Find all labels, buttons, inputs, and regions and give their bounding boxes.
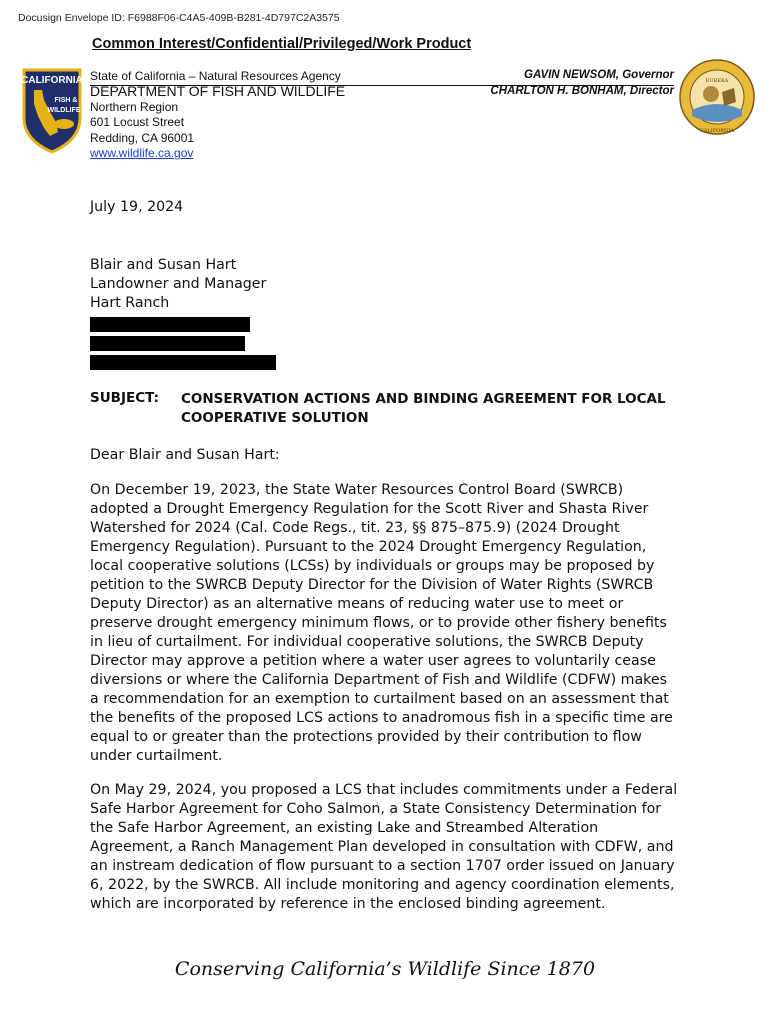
website-link[interactable]: www.wildlife.ca.gov <box>90 146 194 160</box>
recipient-org: Hart Ranch <box>90 295 170 311</box>
recipient-title: Landowner and Manager <box>90 276 267 292</box>
recipient-block <box>90 256 266 313</box>
region-name: Northern Region <box>90 99 179 114</box>
logo-text-wildlife: WILDLIFE <box>47 107 81 114</box>
subject-text: CONSERVATION ACTIONS AND BINDING AGREEMENT FOR LOCAL COOPERATIVE SOLUTION <box>181 391 666 426</box>
body-paragraph-1: On December 19, 2023, the State Water Resources Control Board (SWRCB) adopted a Drought Emergency Regulation for the Scott River and Shasta River Watershed for 2024 (Cal. Code Regs., tit. 23, §§ 875–875.9) (2024 Drought Emergency Regulation). Pursuant to the 2024 Drought Emergency Regulation, local cooperative solutions (LCSs) by individuals or groups may be proposed by petition to the SWRCB Deputy Director for the Division of Water Rights (SWRCB Deputy Director) as an alternative means of reducing water use to meet or preserve drought emergency minimum flows, or to provide other fishery benefits in lieu of curtailment. For individual cooperative solutions, the SWRCB Deputy Director may approve a petition where a water user agrees to voluntarily cease diversions or where the California Department of Fish and Wildlife (CDFW) makes a recommendation for an exemption to curtailment based on an assessment that the benefits of the proposed LCS actions to anadromous fish in a specific time are equal to or greater than the protections provided by their contribution to flow under curtailment. <box>90 482 673 764</box>
subject-label: SUBJECT: <box>90 390 159 406</box>
salutation: Dear Blair and Susan Hart: <box>90 447 280 463</box>
street-address: 601 Locust Street <box>90 115 185 129</box>
redacted-address-line-1 <box>90 317 250 332</box>
governor-name: GAVIN NEWSOM, Governor <box>524 69 674 81</box>
department-name: DEPARTMENT OF FISH AND WILDLIFE <box>90 83 346 99</box>
redacted-address-line-2 <box>90 336 245 351</box>
docusign-envelope-id: Docusign Envelope ID: F6988F06-C4A5-409B-B281-4D797C2A3575 <box>18 12 340 24</box>
logo-text-california: CALIFORNIA <box>21 75 83 86</box>
footer-motto: Conserving California’s Wildlife Since 1870 <box>174 958 596 980</box>
seal-word: EUREKA <box>705 78 729 84</box>
seal-bottom-text: CALIFORNIA <box>699 128 735 134</box>
cdfw-logo-icon <box>20 66 84 154</box>
state-agency-line: State of California – Natural Resources Agency <box>90 69 341 83</box>
confidential-header: Common Interest/Confidential/Privileged/Work Product <box>92 36 472 52</box>
recipient-names: Blair and Susan Hart <box>90 257 237 273</box>
redacted-address-line-3 <box>90 355 276 370</box>
department-address-block <box>90 84 345 162</box>
director-name: CHARLTON H. BONHAM, Director <box>490 85 674 97</box>
logo-text-fish: FISH & <box>54 97 78 104</box>
state-seal-icon <box>678 58 756 136</box>
city-state-zip: Redding, CA 96001 <box>90 130 195 145</box>
body-paragraph-2: On May 29, 2024, you proposed a LCS that includes commitments under a Federal Safe Harbor Agreement for Coho Salmon, a State Consistency Determination for the Safe Harbor Agreement, an existing Lake and Streambed Alteration Agreement, a Ranch Management Plan developed in consultation with CDFW, and an instream dedication of flow pursuant to a section 1707 order issued on January 6, 2022, by the SWRCB. All include monitoring and agency coordination elements, which are incorporated by reference in the enclosed binding agreement. <box>90 782 678 912</box>
letter-date: July 19, 2024 <box>90 199 184 215</box>
